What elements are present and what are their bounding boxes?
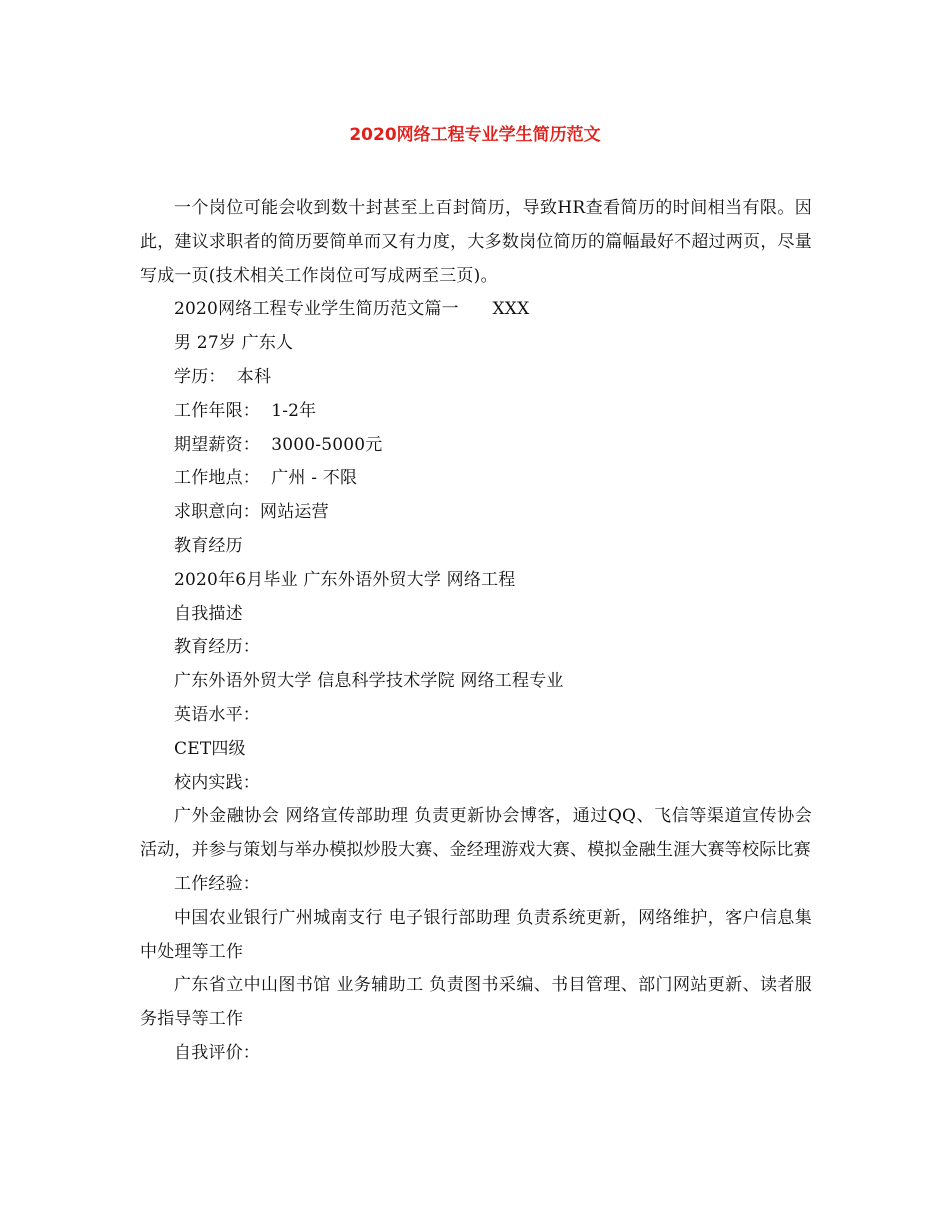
- resume-heading-line: 2020网络工程专业学生简历范文篇一 XXX: [174, 299, 530, 320]
- self-description-heading: 自我描述: [174, 603, 243, 624]
- document-body: [140, 192, 812, 1071]
- document-title: 2020网络工程专业学生简历范文: [349, 125, 601, 145]
- self-evaluation-label: 自我评价：: [174, 1042, 260, 1063]
- work-experience-label: 工作经验：: [174, 873, 260, 894]
- work-experience-paragraph-2: 广东省立中山图书馆 业务辅助工 负责图书采编、书目管理、部门网站更新、读者服务指导等工作: [140, 975, 812, 1030]
- graduation-line: 2020年6月毕业 广东外语外贸大学 网络工程: [174, 569, 516, 590]
- education-detail-line: 广东外语外贸大学 信息科学技术学院 网络工程专业: [174, 671, 564, 692]
- work-location-line: 工作地点： 广州 - 不限: [174, 468, 358, 489]
- campus-practice-label: 校内实践：: [174, 772, 260, 793]
- work-years-line: 工作年限： 1-2年: [174, 400, 317, 421]
- education-label: 教育经历：: [174, 637, 260, 658]
- job-intention-line: 求职意向：网站运营: [174, 502, 329, 523]
- education-level-line: 学历： 本科: [174, 366, 272, 387]
- work-experience-paragraph-1: 中国农业银行广州城南支行 电子银行部助理 负责系统更新，网络维护，客户信息集中处理等工作: [140, 907, 812, 962]
- english-label: 英语水平：: [174, 704, 260, 725]
- education-section-heading: 教育经历: [174, 535, 243, 556]
- basic-info-line: 男 27岁 广东人: [174, 333, 294, 354]
- english-value-line: CET四级: [174, 738, 246, 759]
- intro-paragraph: 一个岗位可能会收到数十封甚至上百封简历，导致HR查看简历的时间相当有限。因此，建议求职者的简历要简单而又有力度，大多数岗位简历的篇幅最好不超过两页，尽量写成一页(技术相关工作岗位可写成两至三页)。: [140, 198, 812, 286]
- campus-practice-paragraph: 广外金融协会 网络宣传部助理 负责更新协会博客，通过QQ、飞信等渠道宣传协会活动，并参与策划与举办模拟炒股大赛、金经理游戏大赛、模拟金融生涯大赛等校际比赛: [140, 806, 812, 861]
- expected-salary-line: 期望薪资： 3000-5000元: [174, 434, 383, 455]
